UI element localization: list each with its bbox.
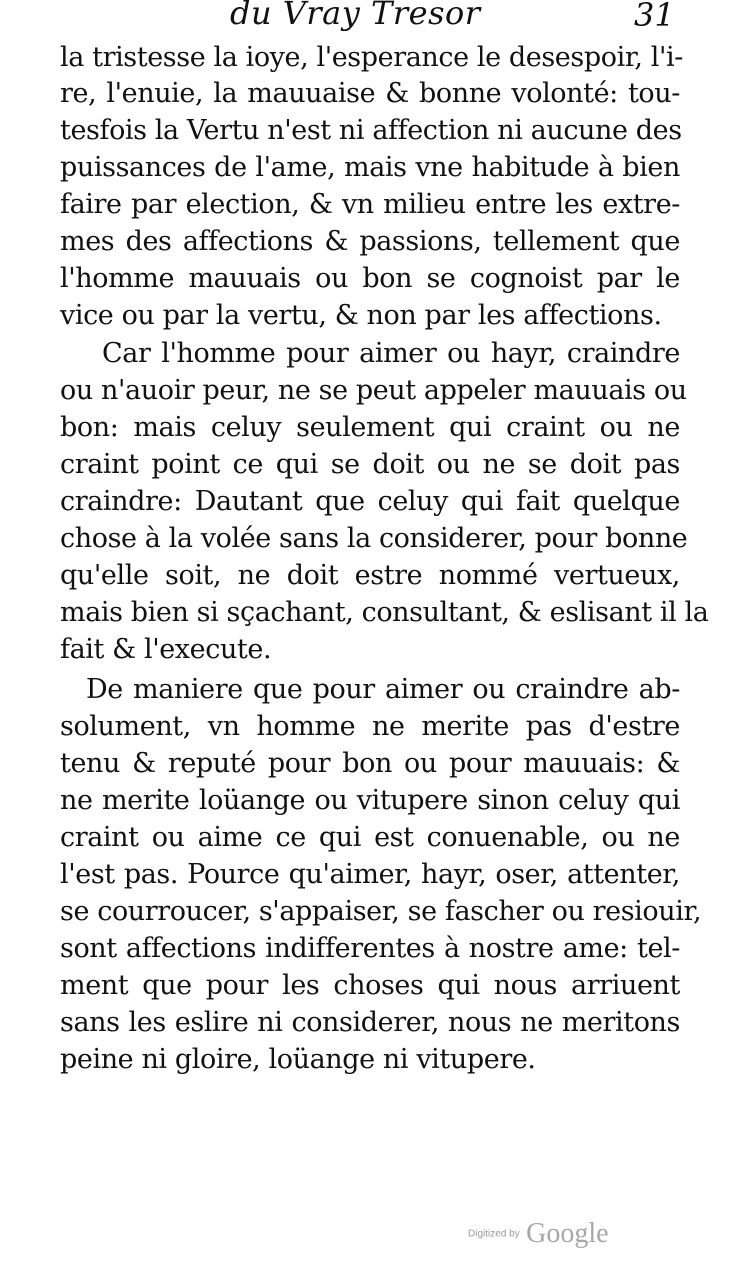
text-line: craint ou aime ce qui est conuenable, ou ne: [60, 822, 680, 853]
watermark-prefix: Digitized by: [468, 1228, 520, 1240]
text-line: se courroucer, s'appaiser, se fascher ou resiouir,: [60, 896, 702, 927]
text-line: sont affections indifferentes à nostre ame: tel-: [60, 933, 680, 964]
text-line: Car l'homme pour aimer ou hayr, craindre: [102, 338, 680, 369]
text-line: re, l'enuie, la mauuaise & bonne volonté: tou-: [60, 78, 680, 109]
text-line: sans les eslire ni considerer, nous ne meritons: [60, 1007, 680, 1038]
text-line: De maniere que pour aimer ou craindre ab-: [86, 674, 680, 705]
text-line: craindre: Dautant que celuy qui fait quelque: [60, 486, 680, 517]
text-line: ment que pour les choses qui nous arriuent: [60, 970, 680, 1001]
text-line: faire par election, & vn milieu entre les extre-: [60, 189, 680, 220]
text-line: qu'elle soit, ne doit estre nommé vertueux,: [60, 560, 680, 591]
text-line: tenu & reputé pour bon ou pour mauuais: &: [60, 748, 680, 779]
page-number: 31: [634, 0, 675, 34]
text-line: puissances de l'ame, mais vne habitude à bien: [60, 152, 680, 183]
running-head-title: du Vray Tresor: [230, 0, 481, 32]
text-line: fait & l'execute.: [60, 634, 272, 665]
text-line: bon: mais celuy seulement qui craint ou ne: [60, 412, 680, 443]
text-line: la tristesse la ioye, l'esperance le desespoir, l'i-: [60, 42, 683, 73]
digitized-by-watermark: [468, 1218, 609, 1250]
text-line: chose à la volée sans la considerer, pour bonne: [60, 523, 688, 554]
text-line: ne merite loüange ou vitupere sinon celuy qui: [60, 785, 680, 816]
text-line: tesfois la Vertu n'est ni affection ni aucune des: [60, 115, 682, 146]
text-line: ou n'auoir peur, ne se peut appeler mauuais ou: [60, 375, 687, 406]
text-line: l'homme mauuais ou bon se cognoist par le: [60, 263, 680, 294]
text-line: l'est pas. Pource qu'aimer, hayr, oser, attenter,: [60, 859, 680, 890]
text-line: mais bien si sçachant, consultant, & eslisant il la: [60, 597, 709, 628]
text-line: mes des affections & passions, tellement que: [60, 226, 680, 257]
google-logo: Google: [526, 1218, 609, 1249]
text-line: vice ou par la vertu, & non par les affections.: [60, 300, 662, 331]
text-line: peine ni gloire, loüange ni vitupere.: [60, 1044, 536, 1075]
text-line: craint point ce qui se doit ou ne se doit pas: [60, 449, 680, 480]
text-line: solument, vn homme ne merite pas d'estre: [60, 711, 680, 742]
